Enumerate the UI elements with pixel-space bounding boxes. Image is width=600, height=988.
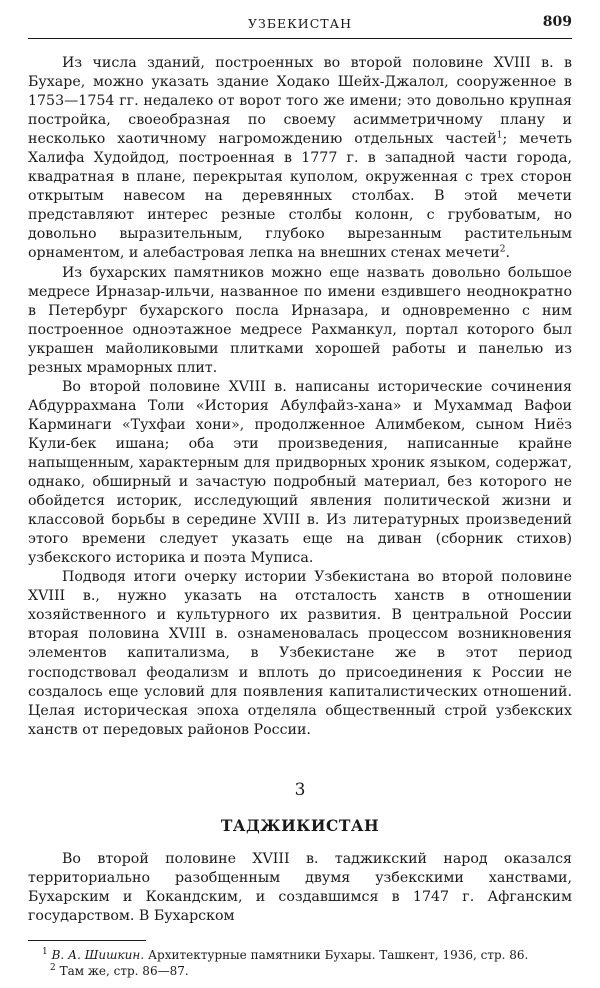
paragraph-summary: Подводя итоги очерку истории Узбекистана во второй половине XVIII в., нужно указать на отсталость ханств в отношении хозяйственного и культурного их развития. В центральной России вторая половина XVIII в. ознаменовалась процессом возникновения элементов капитализма, в Узбекистане же в этот период господствовал феодализм и вплоть до присоединения к России не создалось еще условий для появления капиталистических отношений. Целая историческая эпоха отделяла общественный строй узбекских ханств от передовых районов России.: [28, 569, 572, 738]
page-body: [28, 54, 572, 980]
section-number: 3: [294, 779, 306, 800]
footnote-ref: 2: [499, 244, 506, 255]
running-title: УЗБЕКИСТАН: [248, 16, 352, 31]
header-rule: [28, 38, 572, 39]
section-title: ТАДЖИКИСТАН: [220, 815, 380, 835]
footnote-2: $^2$ Там же, стр. 86—87.: [50, 963, 189, 979]
footnote-author: В. А. Шишкин.: [51, 947, 145, 962]
page-number: 809: [542, 14, 572, 30]
running-header: [28, 10, 572, 38]
paragraph-tajikistan-intro: Во второй половине XVIII в. таджикский народ оказался территориально разобщенным двумя узбекскими ханствами, Бухарским и Кокандским, и создавшимся в 1747 г. Афганским государством. В Бухарском: [28, 850, 572, 924]
paragraph-buildings: Из числа зданий, построенных во второй половине XVIII в. в Бухаре, можно указать здание Ходако Шейх-Джалол, сооруженное в 1753—1754 гг. недалеко от ворот того же имени; это довольно крупная постройка, своеобразная по своему асимметричному плану и несколько хаотичному нагромождению отдельных частей$^1$; мечеть Халифа Худойдод, построенная в 1777 г. в западной части города, квадратная в плане, перекрытая куполом, окруженная с трех сторон открытым навесом на деревянных столбах. В этой мечети представляют интерес резные столбы колонн, с грубоватым, но довольно выразительным, глубоко вырезанным растительным орнаментом, и алебастровая лепка на внешних стенах мечети$^2$.: [28, 55, 572, 262]
paragraph-madrasas: Из бухарских памятников можно еще назвать довольно большое медресе Ирназар-ильчи, названное по имени ездившего неоднократно в Петербург бухарского посла Ирназара, и одновременно с ним построенное одноэтажное медресе Рахманкул, портал которого был украшен майоликовыми плитками хорошей работы и панелью из резных мраморных плит.: [28, 264, 572, 376]
footnote-rule: [28, 940, 146, 941]
footnote-ref: 1: [496, 130, 503, 141]
paragraph-literature: Во второй половине XVIII в. написаны исторические сочинения Абдуррахмана Толи «История Абулфайз-хана» и Мухаммад Вафои Карминаги «Тухфаи хони», продолженное Алимбеком, сыном Ниёз Кули-бек ишана; оба эти произведения, написанные крайне напыщенным, характерным для придворных хроник языком, содержат, однако, обширный и зачастую подробный материал, без которого не обойдется историк, исследующий явления политической жизни и классовой борьбы в середине XVIII в. Из литературных произведений этого времени следует указать еще на диван (сборник стихов) узбекского историка и поэта Муписа.: [28, 378, 572, 567]
footnote-1: $^1$ В. А. Шишкин. Архитектурные памятники Бухары. Ташкент, 1936, стр. 86.: [42, 946, 529, 962]
